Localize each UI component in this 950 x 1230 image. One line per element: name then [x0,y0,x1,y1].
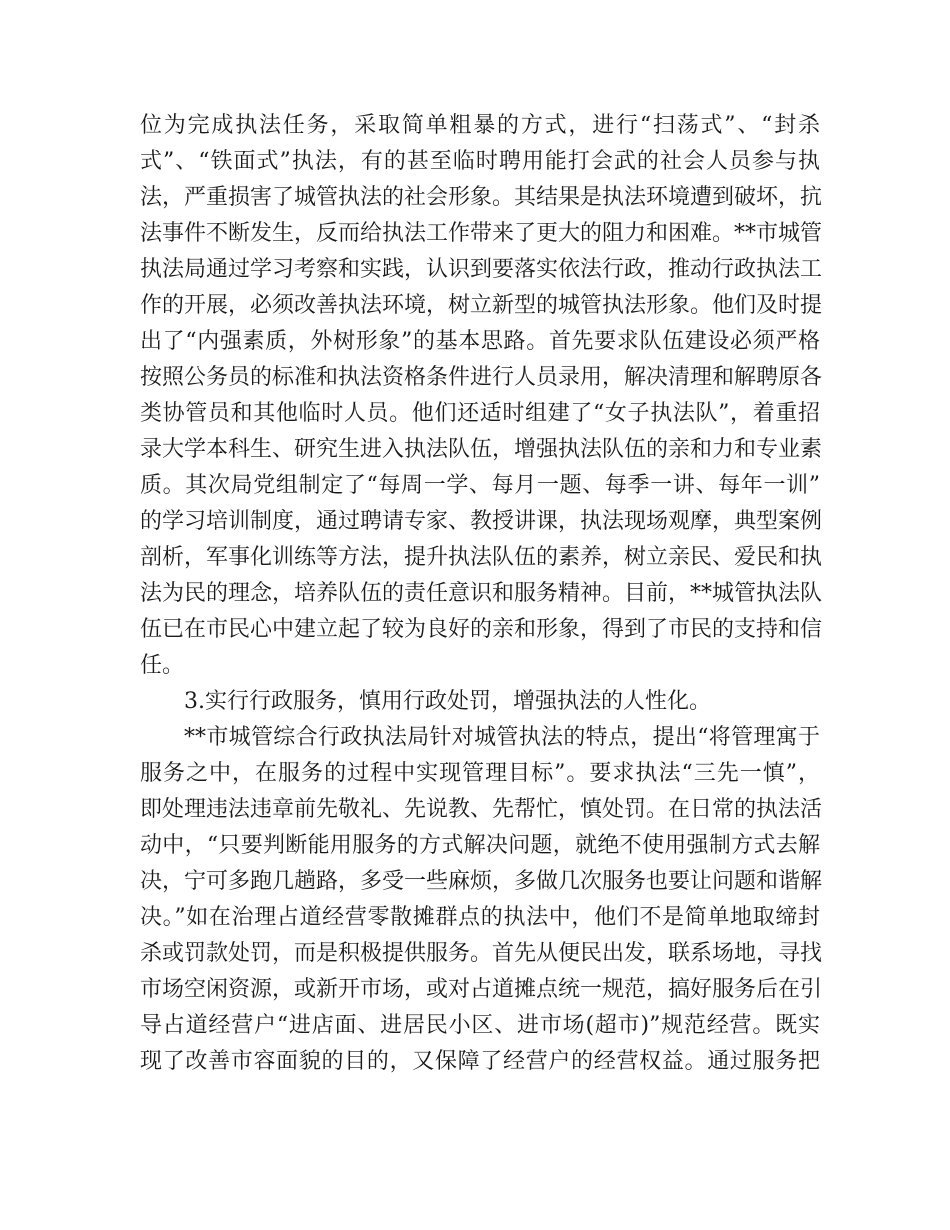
text-line: 式”、“铁面式”执法，有的甚至临时聘用能打会武的社会人员参与执 [140,149,820,174]
paragraph-2 [140,720,823,1080]
text-line: 法为民的理念，培养队伍的责任意识和服务精神。目前，**城管执法队 [140,581,823,606]
text-line: 服务之中，在服务的过程中实现管理目标”。要求执法“三先一慎”， [140,761,820,786]
text-line: 按照公务员的标准和执法资格条件进行人员录用，解决清理和解聘原各 [140,365,823,390]
text-line: 即处理违法违章前先敬礼、先说教、先帮忙，慎处罚。在日常的执法活 [140,797,823,822]
text-line: **市城管综合行政执法局针对城管执法的特点，提出“将管理寓于 [184,725,820,750]
text-line: 杀或罚款处罚，而是积极提供服务。首先从便民出发，联系场地，寻找 [140,941,823,966]
text-line: 质。其次局党组制定了“每周一学、每月一题、每季一讲、每年一训” [140,473,820,498]
text-line: 现了改善市容面貌的目的，又保障了经营户的经营权益。通过服务把 [140,1049,820,1074]
text-line: 伍已在市民心中建立起了较为良好的亲和形象，得到了市民的支持和信 [140,617,823,642]
text-line: 法，严重损害了城管执法的社会形象。其结果是执法环境遭到破坏，抗 [140,185,823,210]
text-line: 动中，“只要判断能用服务的方式解决问题，就绝不使用强制方式去解 [140,833,820,858]
text-line: 导占道经营户“进店面、进居民小区、进市场(超市)”规范经营。既实 [140,1013,820,1038]
text-line: 任。 [140,653,185,678]
text-line: 作的开展，必须改善执法环境，树立新型的城管执法形象。他们及时提 [140,293,823,318]
text-line: 决，宁可多跑几趟路，多受一些麻烦，多做几次服务也要让问题和谐解 [140,869,823,894]
text-line: 位为完成执法任务，采取简单粗暴的方式，进行“扫荡式”、“封杀 [140,113,820,138]
paragraph-1 [140,108,823,684]
text-line: 类协管员和其他临时人员。他们还适时组建了“女子执法队”，着重招 [140,401,820,426]
text-line: 决。”如在治理占道经营零散摊群点的执法中，他们不是简单地取缔封 [140,905,820,930]
text-line: 法事件不断发生，反而给执法工作带来了更大的阻力和困难。**市城管 [140,221,823,246]
text-line: 剖析，军事化训练等方法，提升执法队伍的素养，树立亲民、爱民和执 [140,545,823,570]
text-line: 执法局通过学习考察和实践，认识到要落实依法行政，推动行政执法工 [140,257,823,282]
text-line: 市场空闲资源，或新开市场，或对占道摊点统一规范，搞好服务后在引 [140,977,823,1002]
section-heading: 3.实行行政服务，慎用行政处罚，增强执法的人性化。 [184,689,711,714]
document-body [140,108,823,1080]
text-line: 出了“内强素质，外树形象”的基本思路。首先要求队伍建设必须严格 [140,329,820,354]
text-line: 录大学本科生、研究生进入执法队伍，增强执法队伍的亲和力和专业素 [140,437,823,462]
text-line: 的学习培训制度，通过聘请专家、教授讲课，执法现场观摩，典型案例 [140,509,823,534]
